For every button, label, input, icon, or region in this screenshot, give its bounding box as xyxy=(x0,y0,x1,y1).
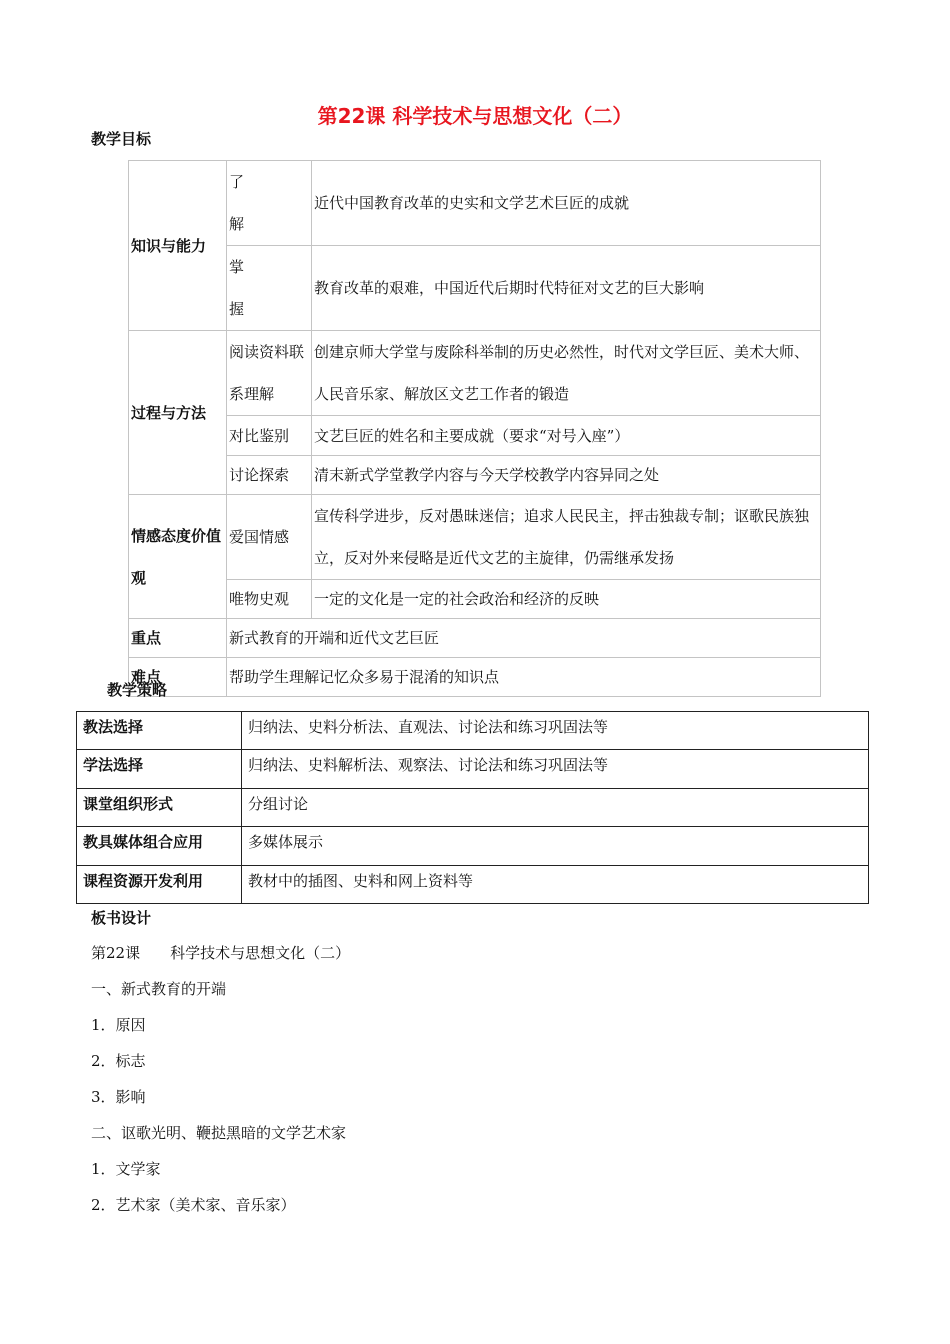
strategy-value: 归纳法、史料解析法、观察法、讨论法和练习巩固法等 xyxy=(242,750,869,789)
table-row xyxy=(129,580,821,619)
table-row xyxy=(77,750,869,789)
page-title: 第22课 科学技术与思想文化（二） xyxy=(317,104,633,128)
strategy-label: 学法选择 xyxy=(77,750,242,789)
board-line: 2．艺术家（美术家、音乐家） xyxy=(91,1196,296,1214)
sub-cell: 掌 握 xyxy=(227,246,312,331)
sub-cell: 讨论探索 xyxy=(227,456,312,495)
table-row xyxy=(129,331,821,416)
content-cell: 清末新式学堂教学内容与今天学校教学内容异同之处 xyxy=(312,456,821,495)
table-row xyxy=(77,789,869,827)
board-line: 3．影响 xyxy=(91,1088,146,1106)
board-line: 1．原因 xyxy=(91,1016,146,1034)
sub-cell: 了 解 xyxy=(227,161,312,246)
content-cell: 近代中国教育改革的史实和文学艺术巨匠的成就 xyxy=(312,161,821,246)
content-cell: 一定的文化是一定的社会政治和经济的反映 xyxy=(312,580,821,619)
board-heading: 板书设计 xyxy=(91,909,152,927)
content-cell: 宣传科学进步，反对愚昧迷信；追求人民民主，抨击独裁专制；讴歌民族独立，反对外来侵略是近代文艺的主旋律，仍需继承发扬 xyxy=(312,495,821,580)
category-cell: 知识与能力 xyxy=(129,161,227,331)
table-row xyxy=(129,246,821,331)
table-row xyxy=(129,619,821,658)
table-row xyxy=(77,712,869,750)
table-row xyxy=(129,456,821,495)
board-design xyxy=(91,940,350,1228)
category-cell: 情感态度价值 观 xyxy=(129,495,227,619)
sub-cell: 对比鉴别 xyxy=(227,416,312,456)
content-cell: 帮助学生理解记忆众多易于混淆的知识点 xyxy=(227,658,821,697)
board-line: 1．文学家 xyxy=(91,1160,161,1178)
category-cell: 重点 xyxy=(129,619,227,658)
content-cell: 文艺巨匠的姓名和主要成就（要求“对号入座”） xyxy=(312,416,821,456)
strategy-value: 归纳法、史料分析法、直观法、讨论法和练习巩固法等 xyxy=(242,712,869,750)
objectives-heading: 教学目标 xyxy=(91,130,152,148)
category-cell: 过程与方法 xyxy=(129,331,227,495)
category-cell: 难点 xyxy=(129,658,227,697)
board-line: 第22课 科学技术与思想文化（二） xyxy=(91,944,351,962)
strategy-table xyxy=(76,711,869,904)
strategy-label: 教法选择 xyxy=(77,712,242,750)
strategy-heading: 教学策略 xyxy=(107,681,168,699)
sub-cell: 唯物史观 xyxy=(227,580,312,619)
strategy-value: 分组讨论 xyxy=(242,789,869,827)
board-line: 一、新式教育的开端 xyxy=(91,980,227,998)
board-line: 二、讴歌光明、鞭挞黑暗的文学艺术家 xyxy=(91,1124,347,1142)
strategy-value: 多媒体展示 xyxy=(242,827,869,866)
board-line: 2．标志 xyxy=(91,1052,146,1070)
content-cell: 教育改革的艰难，中国近代后期时代特征对文艺的巨大影响 xyxy=(312,246,821,331)
sub-cell: 阅读资料联系理解 xyxy=(227,331,312,416)
table-row xyxy=(77,827,869,866)
sub-cell: 爱国情感 xyxy=(227,495,312,580)
table-row xyxy=(77,866,869,904)
table-row xyxy=(129,416,821,456)
table-row xyxy=(129,658,821,697)
strategy-value: 教材中的插图、史料和网上资料等 xyxy=(242,866,869,904)
strategy-label: 课程资源开发利用 xyxy=(77,866,242,904)
objectives-table xyxy=(128,160,821,697)
content-cell: 创建京师大学堂与废除科举制的历史必然性，时代对文学巨匠、美术大师、人民音乐家、解放区文艺工作者的锻造 xyxy=(312,331,821,416)
content-cell: 新式教育的开端和近代文艺巨匠 xyxy=(227,619,821,658)
strategy-label: 教具媒体组合应用 xyxy=(77,827,242,866)
strategy-label: 课堂组织形式 xyxy=(77,789,242,827)
table-row xyxy=(129,495,821,580)
table-row xyxy=(129,161,821,246)
